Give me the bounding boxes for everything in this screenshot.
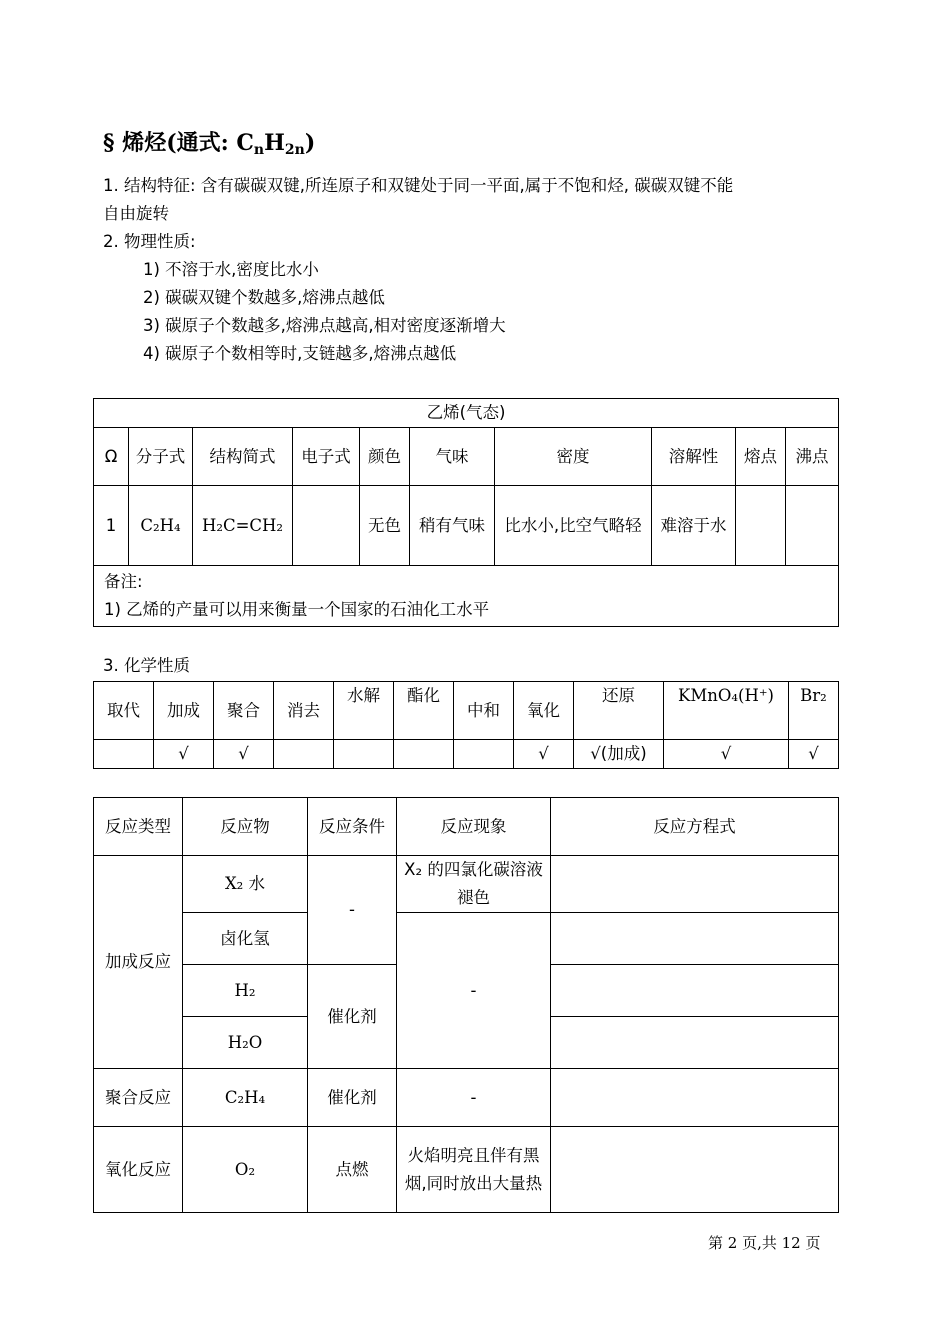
- table-cell: 稍有气味: [410, 486, 495, 566]
- table-header: 酯化: [394, 682, 454, 740]
- phenomenon-cell: -: [397, 913, 551, 1069]
- table-cell: √: [789, 740, 839, 769]
- table-header: 反应条件: [308, 798, 397, 856]
- table-header: 溶解性: [652, 428, 736, 486]
- table-header: 电子式: [293, 428, 360, 486]
- table-header: 取代: [94, 682, 154, 740]
- table-header: 反应方程式: [551, 798, 839, 856]
- title-suffix: ): [304, 130, 316, 156]
- table-cell: H₂C=CH₂: [193, 486, 293, 566]
- table-cell: [334, 740, 394, 769]
- table-cell: 1: [94, 486, 129, 566]
- reactant-cell: 卤化氢: [183, 913, 308, 965]
- table-header: 反应类型: [94, 798, 183, 856]
- equation-cell: [551, 913, 839, 965]
- ethylene-table: [93, 398, 839, 627]
- table-header: 聚合: [214, 682, 274, 740]
- table-cell: [293, 486, 360, 566]
- ethylene-table-title: 乙烯(气态): [94, 399, 839, 428]
- table-header: 反应现象: [397, 798, 551, 856]
- reaction-type-polymer: 聚合反应: [94, 1069, 183, 1127]
- reactant-cell: X₂ 水: [183, 856, 308, 913]
- equation-cell: [551, 856, 839, 913]
- remark-cell: [94, 566, 839, 627]
- table-cell: [786, 486, 839, 566]
- equation-cell: [551, 1017, 839, 1069]
- equation-cell: [551, 1069, 839, 1127]
- table-header: 中和: [454, 682, 514, 740]
- structure-feature-line2: 自由旋转: [103, 204, 169, 223]
- formula-n: n: [253, 142, 265, 158]
- table-cell: 比水小,比空气略轻: [495, 486, 652, 566]
- table-header: 反应物: [183, 798, 308, 856]
- section-title: [103, 126, 315, 158]
- table-cell: [94, 740, 154, 769]
- phenomenon-cell: X₂ 的四氯化碳溶液褪色: [397, 856, 551, 913]
- table-header: Br₂: [789, 682, 839, 740]
- table-cell: √: [664, 740, 789, 769]
- physical-prop-item: 4) 碳原子个数相等时,支链越多,熔沸点越低: [143, 344, 457, 363]
- chem-props-table: [93, 681, 839, 769]
- page-footer: 第 2 页,共 12 页: [708, 1234, 821, 1252]
- table-cell: [736, 486, 786, 566]
- table-header: 结构简式: [193, 428, 293, 486]
- table-header: 熔点: [736, 428, 786, 486]
- table-header: 密度: [495, 428, 652, 486]
- table-cell: [394, 740, 454, 769]
- remark-item: 1) 乙烯的产量可以用来衡量一个国家的石油化工水平: [104, 600, 490, 619]
- table-header: 还原: [574, 682, 664, 740]
- table-cell: 无色: [360, 486, 410, 566]
- table-header: 气味: [410, 428, 495, 486]
- formula-2n: 2n: [284, 142, 305, 158]
- physical-prop-item: 2) 碳碳双键个数越多,熔沸点越低: [143, 288, 385, 307]
- section-symbol: §: [103, 130, 115, 156]
- remark-label: 备注:: [104, 572, 143, 591]
- structure-feature-line1: 1. 结构特征: 含有碳碳双键,所连原子和双键处于同一平面,属于不饱和烃, 碳碳双键不能: [103, 176, 734, 195]
- table-header: KMnO₄(H⁺): [664, 682, 789, 740]
- reactant-cell: H₂O: [183, 1017, 308, 1069]
- table-header: 沸点: [786, 428, 839, 486]
- table-header: 加成: [154, 682, 214, 740]
- table-header: 消去: [274, 682, 334, 740]
- physical-prop-item: 1) 不溶于水,密度比水小: [143, 260, 319, 279]
- condition-cell: 点燃: [308, 1127, 397, 1213]
- formula-h: H: [264, 130, 285, 156]
- table-header: 氧化: [514, 682, 574, 740]
- table-header: 水解: [334, 682, 394, 740]
- table-header: 分子式: [129, 428, 193, 486]
- table-cell: √: [514, 740, 574, 769]
- chem-props-heading: 3. 化学性质: [103, 656, 190, 675]
- table-cell: [454, 740, 514, 769]
- table-cell: √(加成): [574, 740, 664, 769]
- table-cell: [274, 740, 334, 769]
- reactant-cell: C₂H₄: [183, 1069, 308, 1127]
- reaction-table: [93, 797, 839, 1213]
- title-prefix: 烯烃(通式:: [122, 130, 237, 156]
- equation-cell: [551, 1127, 839, 1213]
- table-header: 颜色: [360, 428, 410, 486]
- reactant-cell: O₂: [183, 1127, 308, 1213]
- table-cell: √: [214, 740, 274, 769]
- equation-cell: [551, 965, 839, 1017]
- table-cell: √: [154, 740, 214, 769]
- physical-prop-item: 3) 碳原子个数越多,熔沸点越高,相对密度逐渐增大: [143, 316, 506, 335]
- formula-c: C: [236, 130, 254, 156]
- physical-props-heading: 2. 物理性质:: [103, 232, 196, 251]
- table-cell: C₂H₄: [129, 486, 193, 566]
- table-header: Ω: [94, 428, 129, 486]
- reaction-type-oxidation: 氧化反应: [94, 1127, 183, 1213]
- condition-cell: 催化剂: [308, 965, 397, 1069]
- phenomenon-cell: -: [397, 1069, 551, 1127]
- reactant-cell: H₂: [183, 965, 308, 1017]
- condition-cell: -: [308, 856, 397, 965]
- table-cell: 难溶于水: [652, 486, 736, 566]
- reaction-type-addition: 加成反应: [94, 856, 183, 1069]
- phenomenon-cell: 火焰明亮且伴有黑烟,同时放出大量热: [397, 1127, 551, 1213]
- condition-cell: 催化剂: [308, 1069, 397, 1127]
